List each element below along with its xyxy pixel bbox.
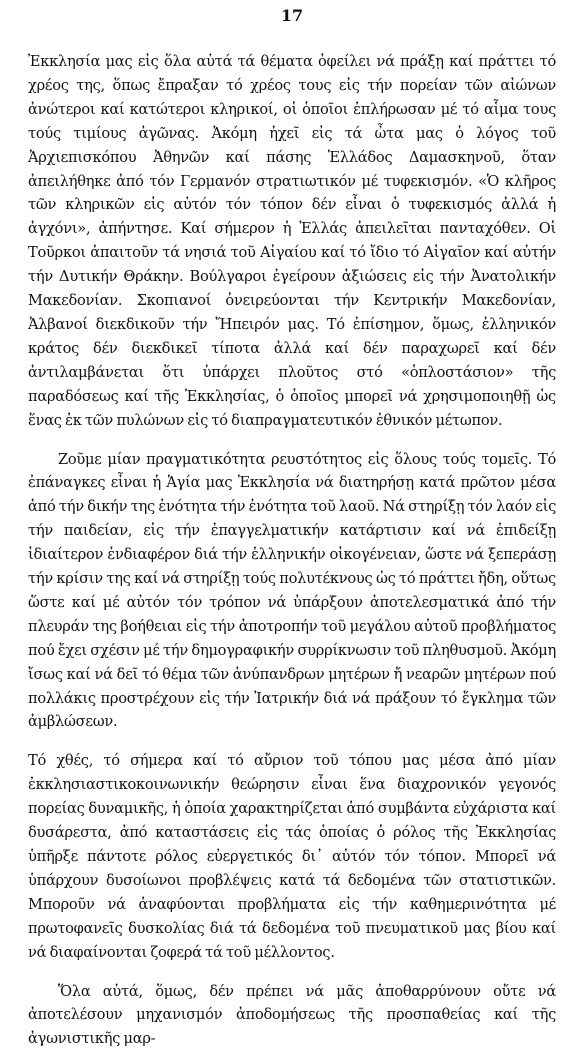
paragraph-4: Ὅλα αὐτά, ὅμως, δέν πρέπει νά μᾶς ἀποθαρρύνουν οὔτε νά ἀποτελέσουν μηχανισμόν ἀποδομήσεως τῆς προσπαθείας καί τῆς ἀγωνιστικῆς μαρ- [28,982,556,1048]
page-number: 17 [280,6,304,25]
document-page [28,6,556,1048]
paragraph-3: Τό χθές, τό σήμερα καί τό αὔριον τοῦ τόπου μας μέσα ἀπό μίαν ἐκκλησιαστικοκοινωνικήν θεώρησιν εἶναι ἕνα διαχρονικόν γεγονός πορείας δυναμικῆς, ἡ ὁποία χαρακτηρίζεται ἀπό συμβάντα εὐχάριστα καί δυσάρεστα, ἀπό καταστάσεις εἰς τάς ὁποίας ὁ ρόλος τῆς Ἐκκλησίας ὑπῆρξε πάντοτε ρόλος εὐεργετικός δι᾽ αὐτόν τόν τόπον. Μπορεῖ νά ὑπάρχουν δυσοίωνοι προβλέψεις κατά τά δεδομένα τῶν στατιστικῶν. Μποροῦν νά ἀναφύονται προβλήματα εἰς τήν καθημερινότητα μέ πρωτοφανεῖς δυσκολίας διά τά δεδομένα τοῦ πνευματικοῦ μας βίου καί νά διαφαίνονται ζοφερά τά τοῦ μέλλοντος. [28,752,556,961]
paragraph-2: Ζοῦμε μίαν πραγματικότητα ρευστότητος εἰς ὅλους τούς τομεῖς. Τό ἐπάναγκες εἶναι ἡ Ἁγία μας Ἐκκλησία νά διατηρήσῃ κατά πρῶτον μέσα ἀπό τήν δικήν της ἑνότητα τήν ἑνότητα τοῦ λαοῦ. Νά στηρίξῃ τόν λαόν εἰς τήν παιδείαν, εἰς τήν ἐπαγγελματικήν κατάρτισιν καί νά ἐπιδείξῃ ἰδιαίτερον ἐνδιαφέρον διά τήν ἑλληνικήν οἰκογένειαν, ὥστε νά ξεπεράσῃ τήν κρίσιν της καί νά στηρίξῃ τούς πολυτέκνους ὡς τό πράττει ἤδη, οὕτως ὥστε καί μέ αὐτόν τόν τρόπον νά ὑπάρξουν ἀποτελεσματικά ἀπό τήν πλευράν της βοήθειαι εἰς τήν ἀποτροπήν τοῦ μεγάλου αὐτοῦ προβλήματος πού ἔχει σχέσιν μέ τήν δημογραφικήν συρρίκνωσιν τοῦ πληθυσμοῦ. Ἀκόμη ἴσως καί νά δεῖ τό θέμα τῶν ἀνύπανδρων μητέρων ἤ νεαρῶν μητέρων πού πολλάκις προστρέχουν εἰς τήν Ἰατρικήν διά νά πράξουν τό ἔγκλημα τῶν ἀμβλώσεων. [28,450,556,731]
paragraph-1: Ἐκκλησία μας εἰς ὅλα αὐτά τά θέματα ὀφείλει νά πράξῃ καί πράττει τό χρέος της, ὅπως ἔπραξαν τό χρέος τους εἰς τήν πορείαν τῶν αἰώνων ἀνώτεροι καί κατώτεροι κληρικοί, οἱ ὁποῖοι ἐπλήρωσαν μέ τό αἷμα τους τούς τιμίους ἀγῶνας. Ἀκόμη ἠχεῖ εἰς τά ὦτα μας ὁ λόγος τοῦ Ἀρχιεπισκόπου Ἀθηνῶν καί πάσης Ἑλλάδος Δαμασκηνοῦ, ὅταν ἀπειλήθηκε ἀπό τόν Γερμανόν στρατιωτικόν μέ τυφεκισμόν. «Ὁ κλῆρος τῶν κληρικῶν εἰς αὐτόν τόν τόπον δέν εἶναι ὁ τυφεκισμός ἀλλά ἡ ἀγχόνι», ἀπήντησε. Καί σήμερον ἡ Ἑλλάς ἀπειλεῖται πανταχόθεν. Οἱ Τοῦρκοι ἀπαιτοῦν τά νησιά τοῦ Αἰγαίου καί τό ἴδιο τό Αἰγαῖον καί αὐτήν τήν Δυτικήν Θράκην. Βούλγαροι ἐγείρουν ἀξιώσεις εἰς τήν Ἀνατολικήν Μακεδονίαν. Σκοπιανοί ὀνειρεύονται τήν Κεντρικήν Μακεδονίαν, Ἀλβανοί διεκδικοῦν τήν Ἤπειρόν μας. Τό ἐπίσημον, ὅμως, ἑλληνικόν κράτος δέν διεκδικεῖ τίποτα ἀλλά καί δέν παραχωρεῖ καί δέν ἀντιλαμβάνεται ὅτι ὑπάρχει πλοῦτος στό «ὁπλοστάσιον» τῆς παραδόσεως καί τῆς Ἐκκλησίας, ὁ ὁποῖος μπορεῖ νά χρησιμοποιηθῇ ὡς ἕνας ἐκ τῶν πυλώνων εἰς τό διαπραγματευτικόν ἐθνικόν μέτωπον. [28,53,556,429]
